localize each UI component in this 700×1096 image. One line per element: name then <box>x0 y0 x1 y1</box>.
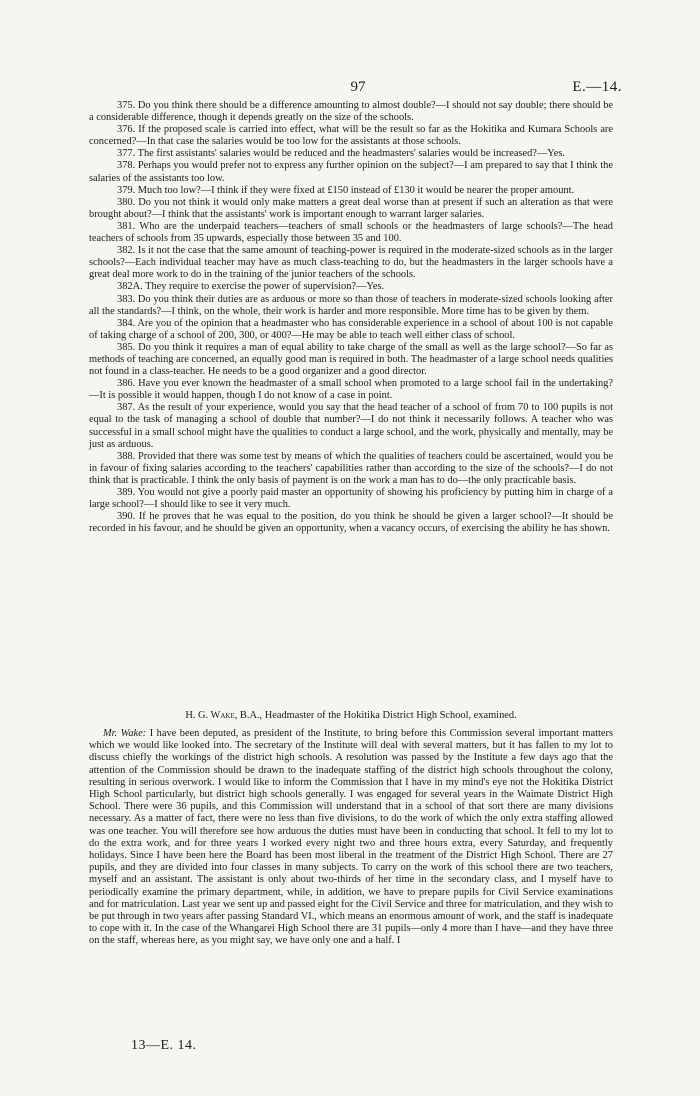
qa-paragraph: 381. Who are the underpaid teachers—teachers of small schools or the headmasters of large schools?—The head teachers of schools from 35 upwards, especially those between 35 and 100. <box>89 220 613 245</box>
qa-paragraph: 384. Are you of the opinion that a headmaster who has considerable experience in a school of about 100 is not capable of taking charge of a school of 200, 300, or 400?—He may be able to teach well either class of school. <box>89 317 613 341</box>
qa-paragraph: 380. Do you not think it would only make matters a great deal worse than at present if such an alteration as that were brought about?—I think that the assistants' work is important enough to warrant larger salaries. <box>89 196 613 220</box>
qa-paragraph: 389. You would not give a poorly paid master an opportunity of showing his proficiency by putting him in charge of a large school?—I should like to see it very much. <box>89 487 613 511</box>
qa-paragraph: 386. Have you ever known the headmaster of a small school when promoted to a large school fail in the undertaking?—It is possible it would happen, though I do not know of a case in point. <box>89 378 613 402</box>
witness-name: H. G. Wake <box>185 710 235 721</box>
witness-title: , B.A., Headmaster of the Hokitika District High School, examined. <box>234 710 517 721</box>
document-code: E.—14. <box>572 79 622 95</box>
speaker-label: Mr. Wake: <box>103 728 147 739</box>
witness-statement <box>89 728 613 948</box>
page-number: 97 <box>350 79 366 95</box>
statement-paragraph <box>89 728 613 948</box>
question-answer-list <box>89 100 613 535</box>
qa-paragraph: 377. The first assistants' salaries would be reduced and the headmasters' salaries would be increased?—Yes. <box>117 148 566 160</box>
qa-paragraph: 390. If he proves that he was equal to the position, do you think he should be given a larger school?—It should be recorded in his favour, and he should be given an opportunity, when a vacancy occurs, of exercising the ability he has shown. <box>89 511 613 535</box>
qa-paragraph: 376. If the proposed scale is carried into effect, what will be the result so far as the Hokitika and Kumara Schools are concerned?—In that case the salaries would be too low for the assistants at those schools. <box>89 124 613 148</box>
signature-mark: 13—E. 14. <box>131 1038 197 1053</box>
statement-text: I have been deputed, as president of the Institute, to bring before this Commission several important matters which we would like looked into. The secretary of the Institute will deal with several matters, but it has fallen to my lot to discuss chiefly the workings of the district high schools. A resolution was passed by the Institute a few days ago that the attention of the Commission should be drawn to the inadequate staffing of the district high schools throughout the colony, resulting in serious overwork. I would like to inform the Commission that I have in my mind's eye not the Hokitika District High School particularly, but district high schools generally. I was engaged for several years in the Waimate District High School. There were 36 pupils, and this Commission will understand that in a school of that sort there are many divisions necessary. As a matter of fact, there were no less than five divisions, to do the work of which the only extra staffing allowed was one teacher. You will therefore see how arduous the duties must have been in conducting that school. It fell to my lot to do the extra work, and for three years I worked every night two and three hours extra, every Saturday, and frequently holidays. Since I have been here the Board has been most liberal in the treatment of the District High School. There are 27 pupils, and they are divided into four classes in many subjects. To carry on the work of this school there are two teachers, myself and an assistant. The assistant is only about two-thirds of her time in the secondary class, and I myself have to periodically examine the primary department, while, in addition, we have to prepare pupils for Civil Service examinations and for matriculation. Last year we sent up and passed eight for the Civil Service and three for matriculation, and they wish to be put through in two years after passing Standard VI., which means an enormous amount of work, and the staff is inadequate to cope with it. In the case of the Whangarei High School there are 31 pupils—only 4 more than I have—and they have three on the staff, whereas here, as you might say, we have only one and a half. I <box>89 728 613 947</box>
qa-paragraph: 382. Is it not the case that the same amount of teaching-power is required in the moderate-sized schools as in the larger schools?—Each individual teacher may have as much class-teaching to do, but the headmasters in the larger schools have a great deal more work to do in the training of the junior teachers of the schools. <box>89 245 613 281</box>
qa-paragraph: 382A. They require to exercise the power of supervision?—Yes. <box>117 281 385 293</box>
qa-paragraph: 379. Much too low?—I think if they were fixed at £150 instead of £130 it would be nearer the proper amount. <box>117 184 575 196</box>
qa-paragraph: 375. Do you think there should be a difference amounting to almost double?—I should not say double; there should be a considerable difference, though it depends greatly on the size of the schools. <box>89 100 613 124</box>
qa-paragraph: 387. As the result of your experience, would you say that the head teacher of a school of from 70 to 100 pupils is not equal to the task of managing a school of double that number?—I do not think it necessarily follows. A teacher who was successful in a small school might have the qualities to conduct a large school, and the work, physically and mentally, may be just as arduous. <box>89 402 613 450</box>
qa-paragraph: 378. Perhaps you would prefer not to express any further opinion on the subject?—I am prepared to say that I think the salaries of the assistants too low. <box>89 160 613 184</box>
witness-heading <box>89 709 613 723</box>
qa-paragraph: 383. Do you think their duties are as arduous or more so than those of teachers in moderate-sized schools looking after all the standards?—I think, on the whole, their work is harder and more responsible. More time has to be given by them. <box>89 293 613 317</box>
qa-paragraph: 385. Do you think it requires a man of equal ability to take charge of the small as well as the large school?—So far as methods of teaching are concerned, an equally good man is required in both. The headmaster of a large school needs qualities not found in a class-teacher. He needs to be a good organizer and a good director. <box>89 341 613 378</box>
qa-paragraph: 388. Provided that there was some test by means of which the qualities of teachers could be ascertained, would you be in favour of fixing salaries according to the teachers' capabilities rather than according to the size of the schools?—I do not think that is practicable. I think the only basis of payment is on the work a man has to do—the only practicable basis. <box>89 450 613 486</box>
